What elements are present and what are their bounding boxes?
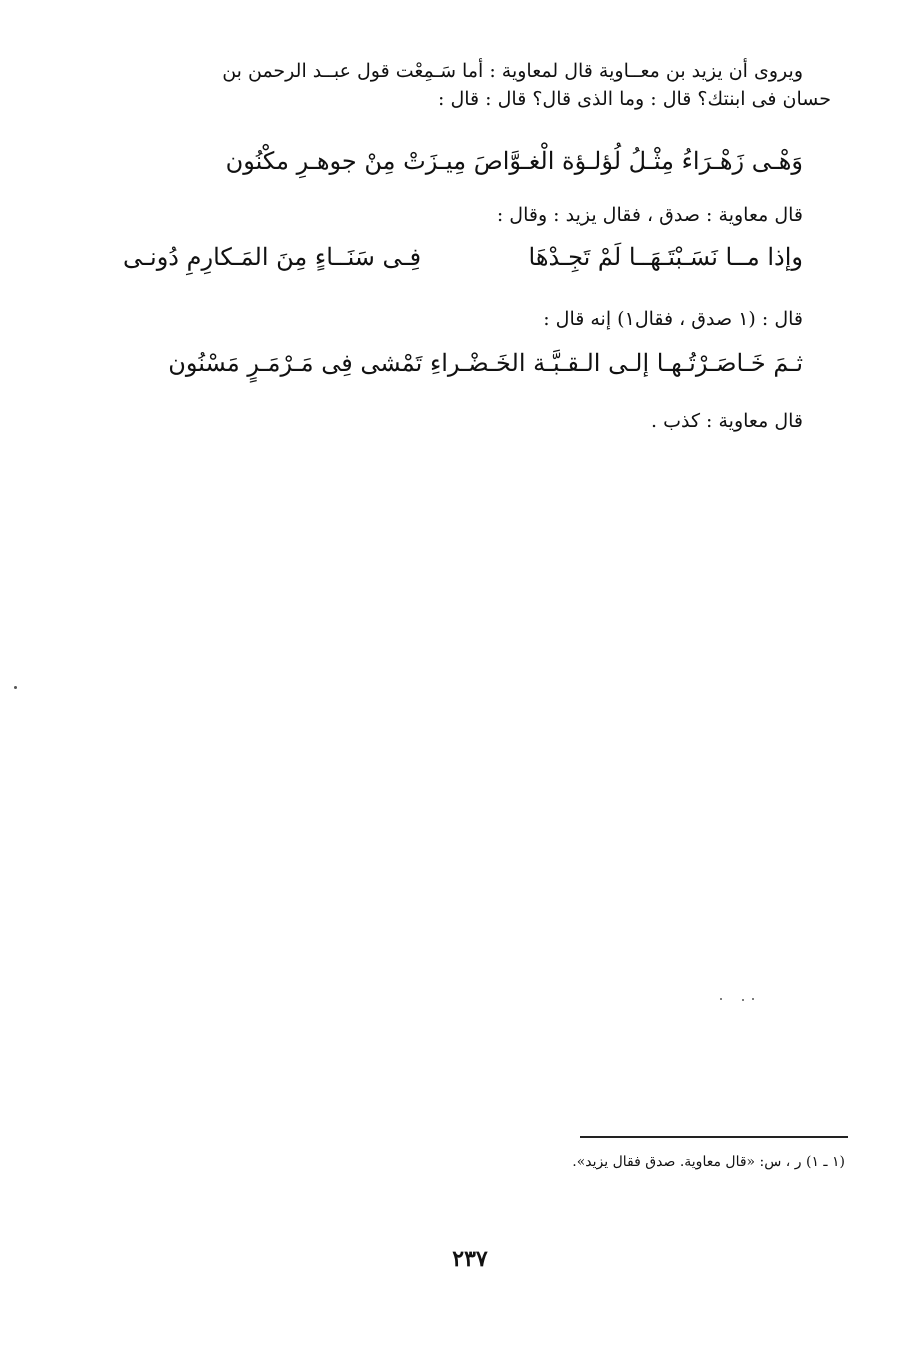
verse-3: ثـمَ خَـاصَـرْتُـهـا إلـى الـقـبَّـة الخَـضْـراءِ تَمْشى فِى مَـرْمَـرٍ مَسْنُون — [168, 349, 803, 377]
prose-line-3: قال معاوية : صدق ، فقال يزيد : وقال : — [496, 204, 803, 226]
prose-line-4: قال : (١ صدق ، فقال١) إنه قال : — [543, 308, 803, 330]
scan-speck — [742, 999, 744, 1001]
scan-speck — [720, 998, 722, 1000]
footnote: (١ ـ ١) ر ، س: «قال معاوية. صدق فقال يزيد». — [572, 1154, 845, 1170]
verse-2-second-hemistich: فِـى سَنَــاءٍ مِنَ المَـكارِمِ دُونـى — [123, 243, 422, 271]
verse-1: وَهْـى زَهْـرَاءُ مِثْـلُ لُؤلـؤة الْغـوَّاصَ مِيـزَتْ مِنْ جوهـرِ مكْنُون — [225, 147, 803, 175]
scan-speck — [752, 998, 754, 1000]
prose-line-2: حسان فى ابنتك؟ قال : وما الذى قال؟ قال : قال : — [438, 88, 831, 110]
verse-2 — [123, 240, 803, 274]
prose-line-1: ويروى أن يزيد بن معــاوية قال لمعاوية : أما سَـمِعْت قول عبــد الرحمن بن — [222, 60, 803, 82]
page-number: ٢٣٧ — [452, 1246, 488, 1272]
footnote-divider — [580, 1136, 848, 1138]
prose-line-5: قال معاوية : كذب . — [651, 410, 803, 432]
verse-2-first-hemistich: وإذا مــا نَسَـبْتَـهَــا لَمْ تَجِـدْهَا — [528, 243, 803, 271]
scan-speck — [14, 686, 17, 689]
